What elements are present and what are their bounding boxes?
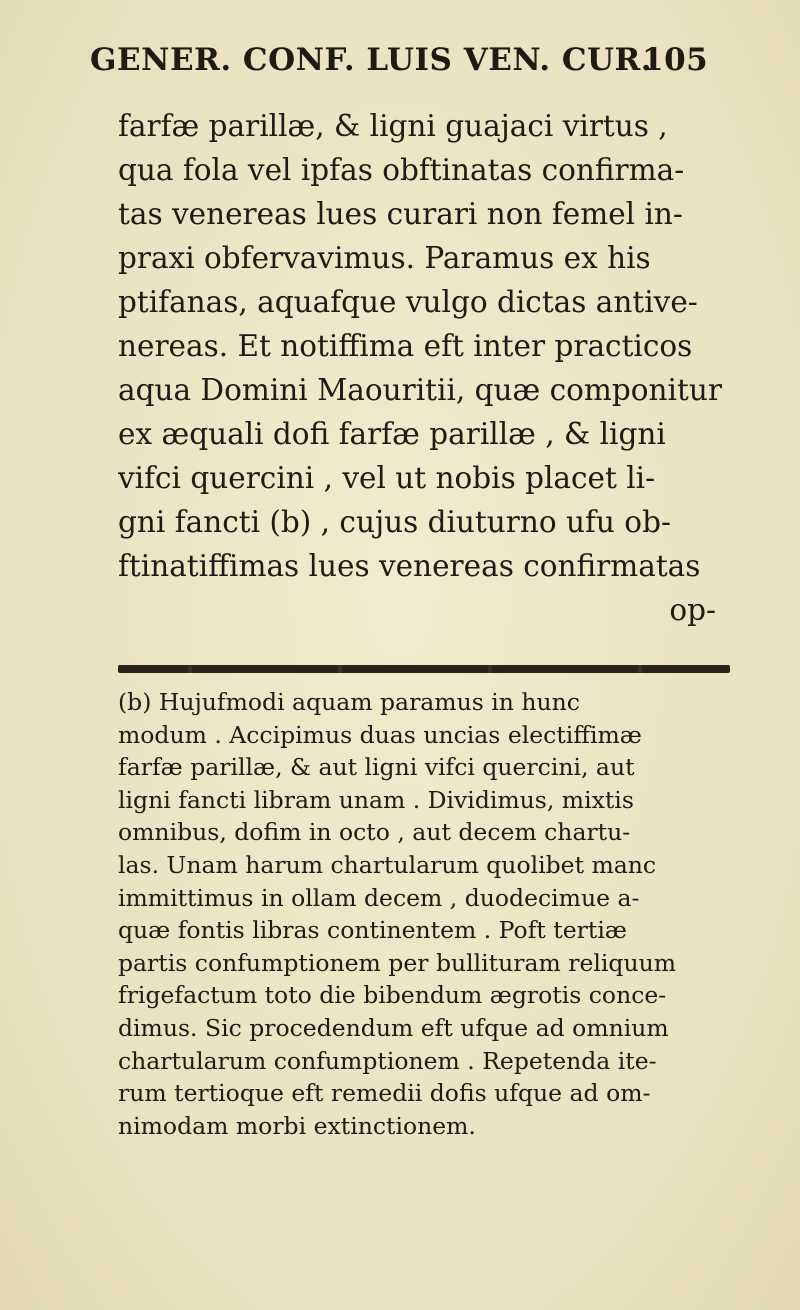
text-line: ex æquali dofi farfæ parillæ , & ligni [118, 417, 666, 451]
footnote-line: omnibus, dofim in octo , aut decem chartu- [118, 818, 631, 847]
footnote-line: chartularum confumptionem . Repetenda ite- [118, 1046, 657, 1075]
footnote-line: nimodam morbi extinctionem. [118, 1111, 476, 1140]
footnote-line: farfæ parillæ, & aut ligni vifci quercini, aut [118, 753, 635, 782]
catchword: op- [669, 593, 716, 627]
text-line: nereas. Et notiffima eft inter practicos [118, 329, 693, 363]
footnote-line: rum tertioque eft remedii dofis ufque ad om- [118, 1079, 651, 1108]
footnote-line: dimus. Sic procedendum eft ufque ad omnium [118, 1013, 669, 1042]
main-text [118, 104, 730, 632]
text-line: qua fola vel ipfas obftinatas confirma- [118, 153, 685, 187]
footnote [118, 686, 744, 1142]
footnote-line: modum . Accipimus duas uncias electiffimæ [118, 720, 642, 749]
footnote-line: partis confumptionem per bullituram reliquum [118, 948, 677, 977]
footnote-line: quæ fontis libras continentem . Poft tertiæ [118, 916, 627, 945]
running-title: GENER. CONF. LUIS VEN. CUR. [90, 42, 653, 78]
page-number: 105 [642, 42, 709, 78]
text-line: vifci quercini , vel ut nobis placet li- [118, 461, 656, 495]
text-line: aqua Domini Maouritii, quæ componitur [118, 373, 722, 407]
text-line: ptifanas, aquafque vulgo dictas antive- [118, 285, 698, 319]
text-line: gni fancti (b) , cujus diuturno ufu ob- [118, 505, 671, 539]
text-line: tas venereas lues curari non femel in- [118, 197, 683, 231]
footnote-line: las. Unam harum chartularum quolibet manc [118, 850, 657, 879]
text-line: ftinatiffimas lues venereas confirmatas [118, 549, 701, 583]
footnote-line: frigefactum toto die bibendum ægrotis conce- [118, 981, 667, 1010]
footnote-line: immittimus in ollam decem , duodecimue a- [118, 883, 640, 912]
text-line: praxi obfervavimus. Paramus ex his [118, 241, 651, 275]
footnote-line: (b) Hujufmodi aquam paramus in hunc [118, 688, 580, 716]
running-header [62, 38, 742, 84]
footnote-divider-rule [118, 665, 730, 673]
text-line: farfæ parillæ, & ligni guajaci virtus , [118, 109, 668, 143]
footnote-line: ligni fancti libram unam . Dividimus, mixtis [118, 785, 634, 814]
